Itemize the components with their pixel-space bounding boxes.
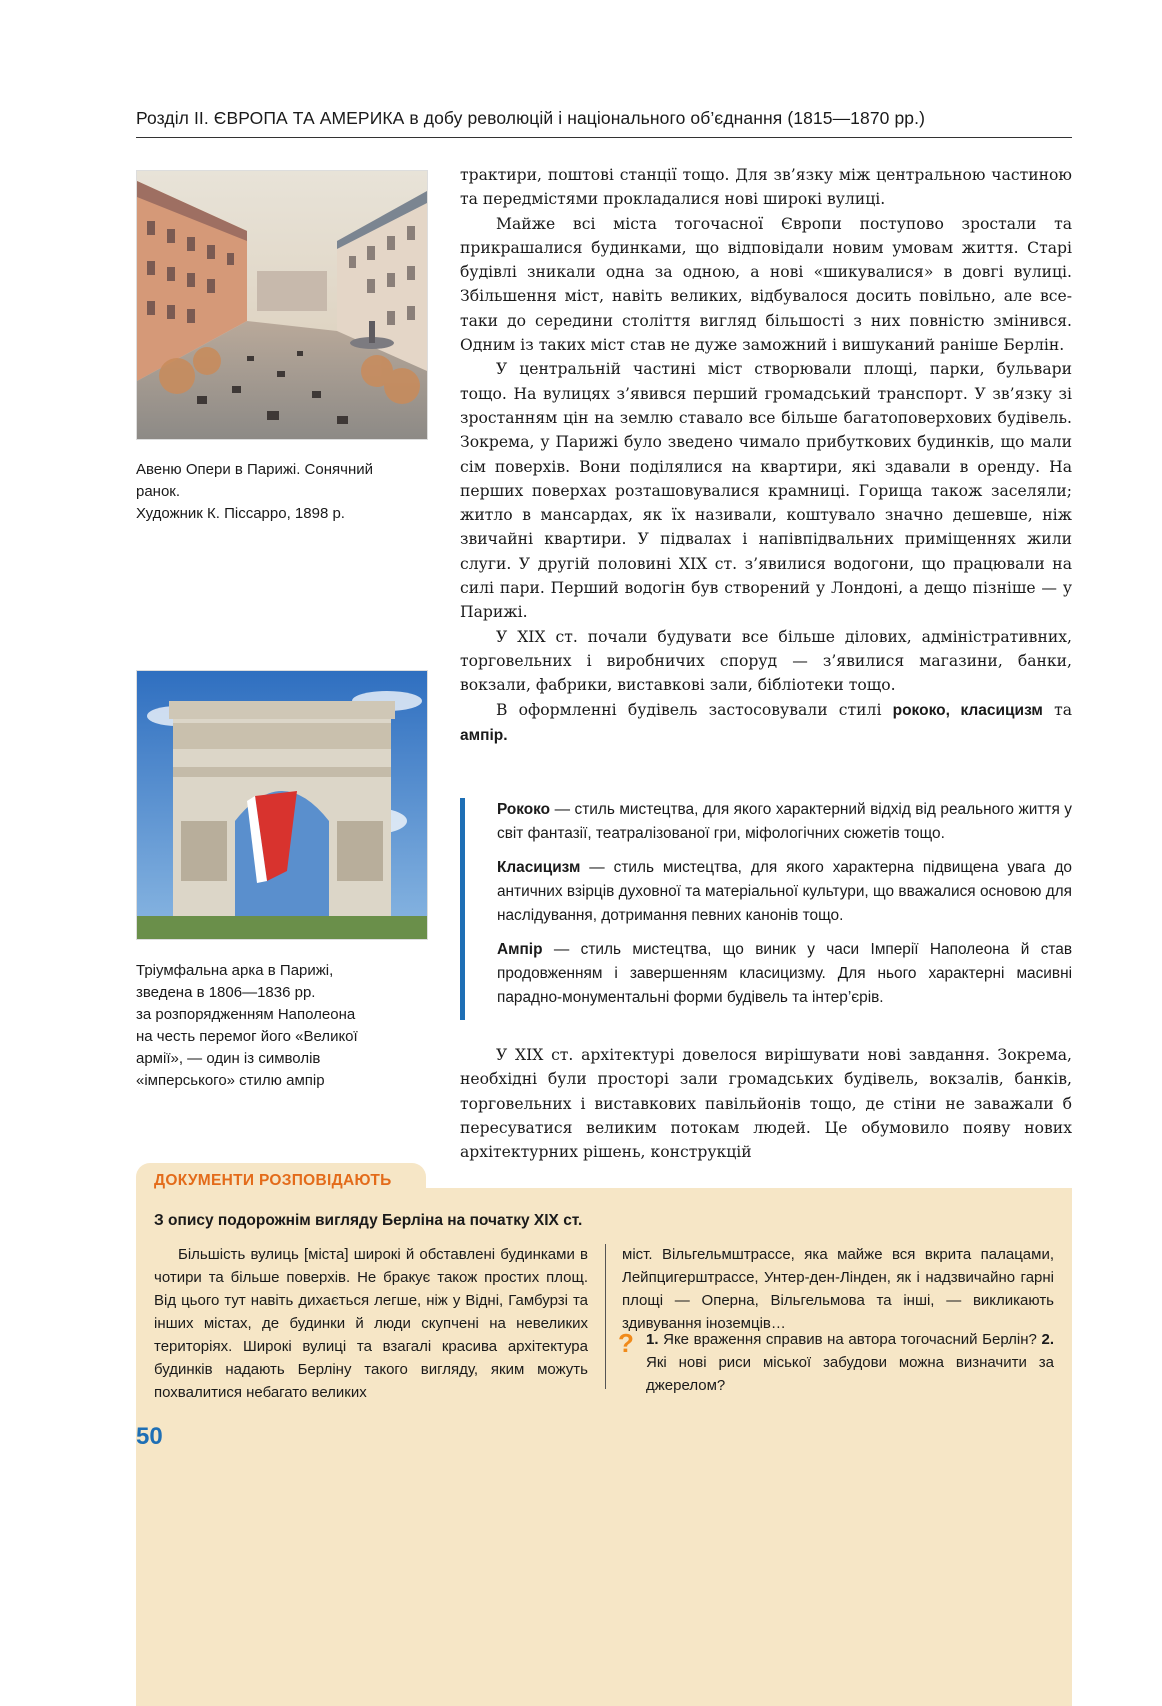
main-text-continued: [460, 1043, 1072, 1164]
documents-title: З опису подорожнім вигляду Берліна на початку XIX ст.: [154, 1212, 583, 1229]
definition-text: — стиль мистецтва, для якого характерна підвищена увага до античних взірців духовної та матеріальної культури, що вважалися основою для наслідування, дотримання певних канонів тощо.: [497, 859, 1072, 924]
arch-caption-line: «імперського» стилю ампір: [136, 1072, 325, 1089]
arch-caption-line: на честь перемог його «Великої: [136, 1028, 358, 1045]
definition-classicism: [497, 856, 1072, 928]
page-number: 50: [136, 1423, 163, 1450]
main-text: [460, 163, 1072, 748]
question-number: 1.: [646, 1331, 659, 1348]
opera-painting-image: [136, 170, 428, 440]
definition-term: Ампір: [497, 941, 543, 958]
documents-text: Більшість вулиць [міста] широкі й обставлені будинками в чотири та більше поверхів. Не бракує також простих площ. Від цього тут навіть дихається легше, ніж у Відні, Гамбурзі та інших містах, де будинки й люди скупчені на невеликих територіях. Широкі вулиці та взагалі красива архітектура будинків надають Берліну такого вигляду, яким можуть похвалитися небагато великих: [154, 1246, 588, 1401]
paragraph: У XIX ст. архітектурі довелося вирішувати нові завдання. Зокрема, необхідні були просторі зали громадських будівель, вокзалів, банків, торговельних і виставкових павільйонів тощо, де стіни не заважали б пересуватися великим потокам людей. Це обумовило появу нових архітектурних рішень, конструкцій: [460, 1046, 1072, 1162]
documents-text: міст. Вільгельмштрассе, яка майже вся вкрита палацами, Лейпцигерштрассе, Унтер-ден-Лінден, як і надзвичайно гарні площі — Оперна, Вільгельмова та інші, — викликають здивування іноземців…: [622, 1246, 1054, 1332]
documents-column-right: [622, 1243, 1054, 1335]
text-span: ,: [945, 701, 961, 719]
paragraph: трактири, поштові станції тощо. Для зв’язку між центральною частиною та передмістями прокладалися нові широкі вулиці.: [460, 166, 1072, 209]
term-rococo: рококо: [892, 701, 946, 719]
arch-caption-line: армії», — один із символів: [136, 1050, 321, 1067]
paragraph: Майже всі міста тогочасної Європи поступово зростали та прикрашалися будинками, що відповідали новим умовам життя. Старі будівлі зникали одна за одною, а нові «шикувалися» в довгі вулиці. Збільшення міст, навіть великих, відбувалося досить повільно, але все-таки до середини століття вигляд більшості з них повністю змінився. Одним із таких міст став не дуже заможний і вишуканий раніше Берлін.: [460, 214, 1072, 355]
term-classicism: класицизм: [960, 701, 1043, 719]
definition-rococo: [497, 798, 1072, 846]
question-icon: ?: [618, 1328, 634, 1358]
text-span: В оформленні будівель застосовували стилі: [496, 700, 893, 719]
arch-caption: [136, 960, 436, 1092]
definition-term: Рококо: [497, 801, 551, 818]
opera-caption: [136, 459, 436, 525]
definitions-box: [460, 798, 1072, 1020]
paragraph-styles: [460, 698, 1072, 749]
text-span: .: [503, 726, 508, 744]
opera-painting-svg: [137, 171, 427, 439]
text-span: та: [1042, 700, 1072, 719]
arc-de-triomphe-image: [136, 670, 428, 940]
opera-caption-line: ранок.: [136, 483, 181, 500]
definition-text: — стиль мистецтва, для якого характерний відхід від реального життя у світ фантазії, театралізованої гри, міфологічних сюжетів тощо.: [497, 801, 1072, 842]
definition-term: Класицизм: [497, 859, 581, 876]
opera-caption-line: Авеню Опери в Парижі. Сонячний: [136, 461, 373, 478]
documents-tab-label: ДОКУМЕНТИ РОЗПОВІДАЮТЬ: [154, 1172, 392, 1189]
questions-text: [646, 1328, 1054, 1397]
questions: [646, 1328, 1054, 1397]
arch-caption-line: зведена в 1806—1836 рр.: [136, 984, 316, 1001]
paragraph: У XIX ст. почали будувати все більше ділових, адміністративних, торговельних і виробничих споруд — з’явилися магазини, банки, вокзали, фабрики, виставкові зали, бібліотеки тощо.: [460, 627, 1072, 695]
page-header: Розділ ІІ. ЄВРОПА ТА АМЕРИКА в добу революцій і національного об’єднання (1815—1870 рр.): [136, 108, 1072, 138]
arch-caption-line: Тріумфальна арка в Парижі,: [136, 962, 334, 979]
paragraph: У центральній частині міст створювали площі, парки, бульвари тощо. На вулицях з’явився перший громадський транспорт. У зв’язку зі зростанням цін на землю ставало все більше багатоповерхових будівель. Зокрема, у Парижі було зведено чимало прибуткових будинків, що мали сім поверхів. Вони поділялися на квартири, які здавали в оренду. На перших поверхах розташовувалися крамниці. Горища також заселяли; житло в мансардах, як їх називали, коштувало значно дешевше, ніж звичайні квартири. У підвалах і напівпідвальних приміщеннях жили слуги. У другій половині XIX ст. з’явилися водогони, що працювали на силі пари. Перший водогін був створений у Лондоні, а дещо пізніше — у Парижі.: [460, 360, 1072, 622]
definition-empire: [497, 938, 1072, 1010]
opera-caption-line: Художник К. Піссарро, 1898 р.: [136, 505, 345, 522]
question-number: 2.: [1041, 1331, 1054, 1348]
arc-photo-svg: [137, 671, 427, 939]
documents-column-left: [154, 1243, 588, 1404]
definition-text: — стиль мистецтва, що виник у часи Імперії Наполеона й став продовженням і завершенням класицизму. Для нього характерні масивні парадно-монументальні форми будівель та інтер’єрів.: [497, 941, 1072, 1006]
question-text: Які нові риси міської забудови можна визначити за джерелом?: [646, 1354, 1054, 1394]
question-text: Яке враження справив на автора тогочасний Берлін?: [658, 1331, 1042, 1348]
term-empire: ампір: [460, 726, 504, 744]
arch-caption-line: за розпорядженням Наполеона: [136, 1006, 356, 1023]
column-divider: [605, 1244, 606, 1389]
